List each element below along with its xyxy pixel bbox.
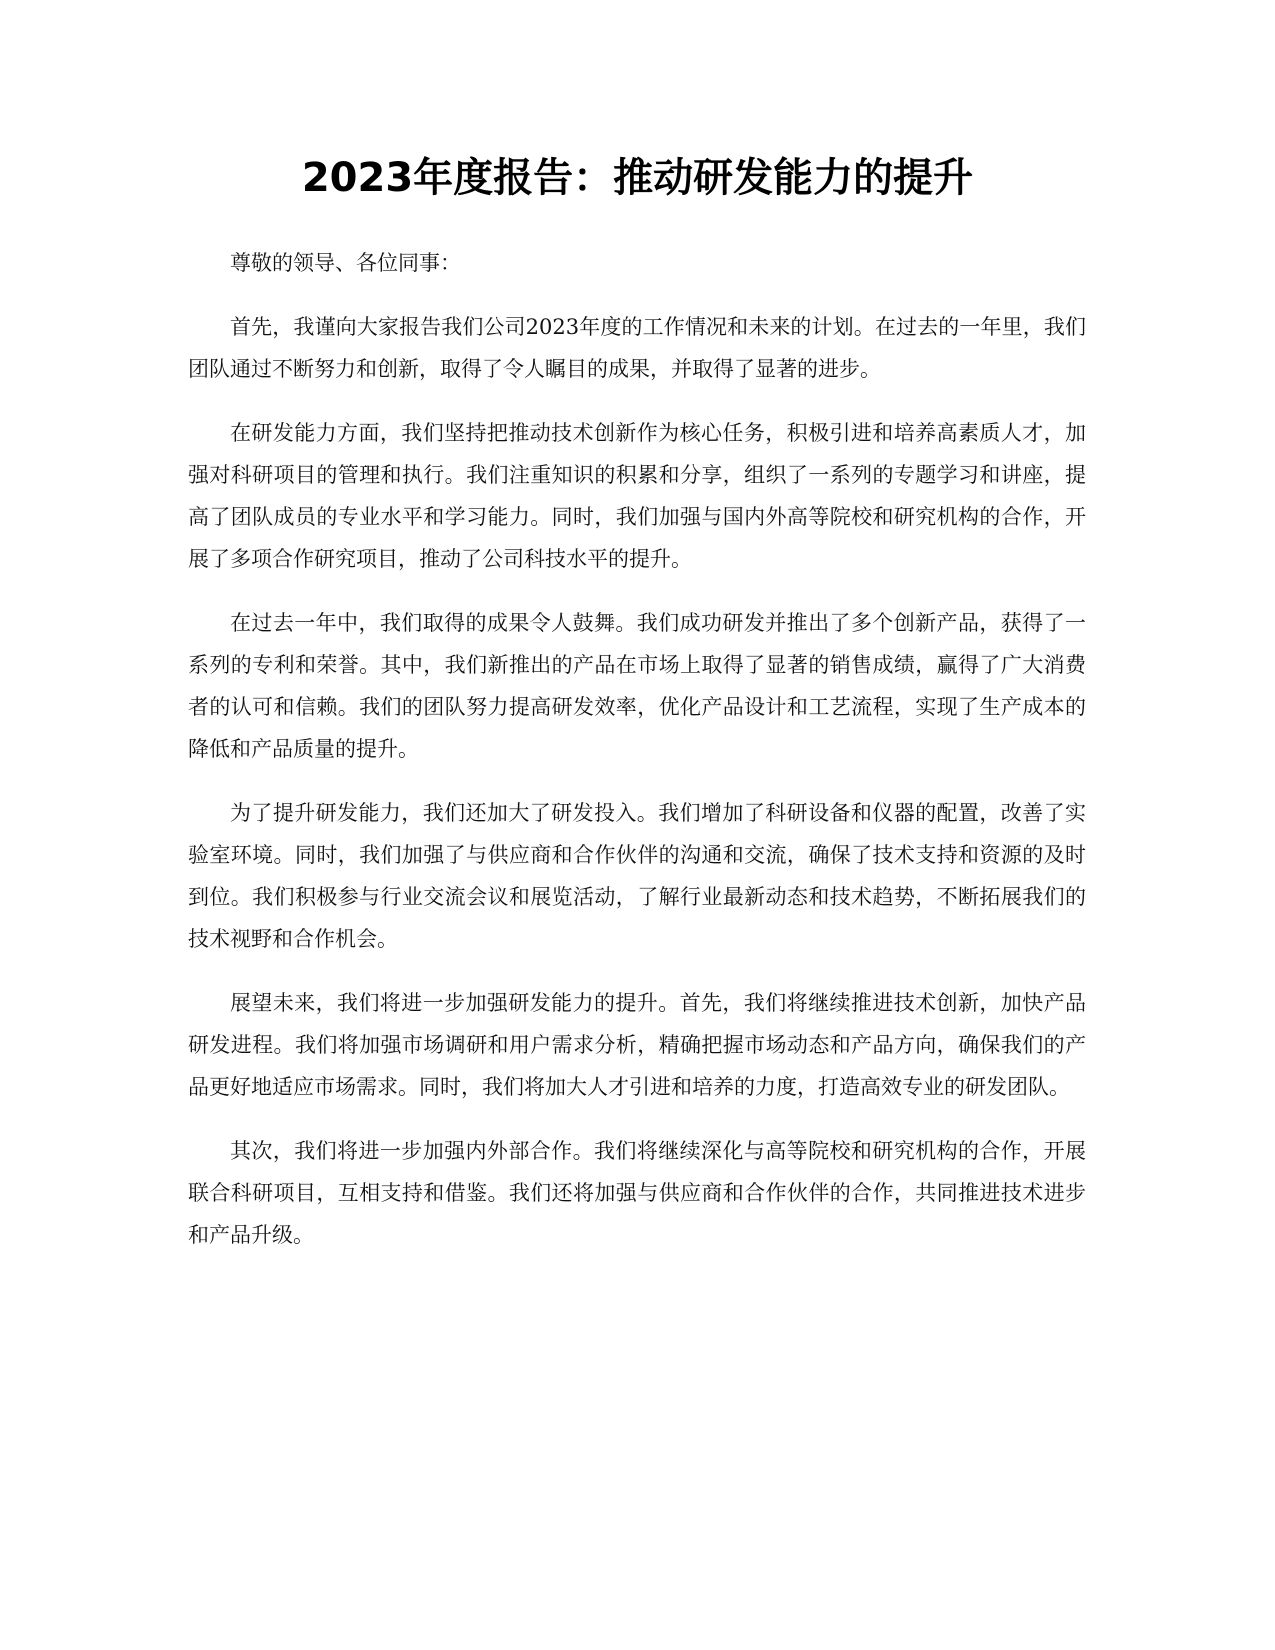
document-body: [188, 242, 1086, 1278]
paragraph-intro: 首先，我谨向大家报告我们公司2023年度的工作情况和未来的计划。在过去的一年里，我们团队通过不断努力和创新，取得了令人瞩目的成果，并取得了显著的进步。: [188, 315, 1086, 381]
paragraph-achievements: 在过去一年中，我们取得的成果令人鼓舞。我们成功研发并推出了多个创新产品，获得了一系列的专利和荣誉。其中，我们新推出的产品在市场上取得了显著的销售成绩，赢得了广大消费者的认可和信赖。我们的团队努力提高研发效率，优化产品设计和工艺流程，实现了生产成本的降低和产品质量的提升。: [188, 611, 1086, 761]
paragraph-outlook: 展望未来，我们将进一步加强研发能力的提升。首先，我们将继续推进技术创新，加快产品研发进程。我们将加强市场调研和用户需求分析，精确把握市场动态和产品方向，确保我们的产品更好地适应市场需求。同时，我们将加大人才引进和培养的力度，打造高效专业的研发团队。: [188, 991, 1086, 1099]
paragraph-cooperation: 其次，我们将进一步加强内外部合作。我们将继续深化与高等院校和研究机构的合作，开展联合科研项目，互相支持和借鉴。我们还将加强与供应商和合作伙伴的合作，共同推进技术进步和产品升级。: [188, 1139, 1086, 1247]
document-title: 2023年度报告：推动研发能力的提升: [301, 155, 974, 201]
paragraph-salutation: 尊敬的领导、各位同事：: [230, 251, 461, 275]
paragraph-rd-capability: 在研发能力方面，我们坚持把推动技术创新作为核心任务，积极引进和培养高素质人才，加强对科研项目的管理和执行。我们注重知识的积累和分享，组织了一系列的专题学习和讲座，提高了团队成员的专业水平和学习能力。同时，我们加强与国内外高等院校和研究机构的合作，开展了多项合作研究项目，推动了公司科技水平的提升。: [188, 421, 1086, 571]
paragraph-rd-investment: 为了提升研发能力，我们还加大了研发投入。我们增加了科研设备和仪器的配置，改善了实验室环境。同时，我们加强了与供应商和合作伙伴的沟通和交流，确保了技术支持和资源的及时到位。我们积极参与行业交流会议和展览活动，了解行业最新动态和技术趋势，不断拓展我们的技术视野和合作机会。: [188, 801, 1086, 951]
